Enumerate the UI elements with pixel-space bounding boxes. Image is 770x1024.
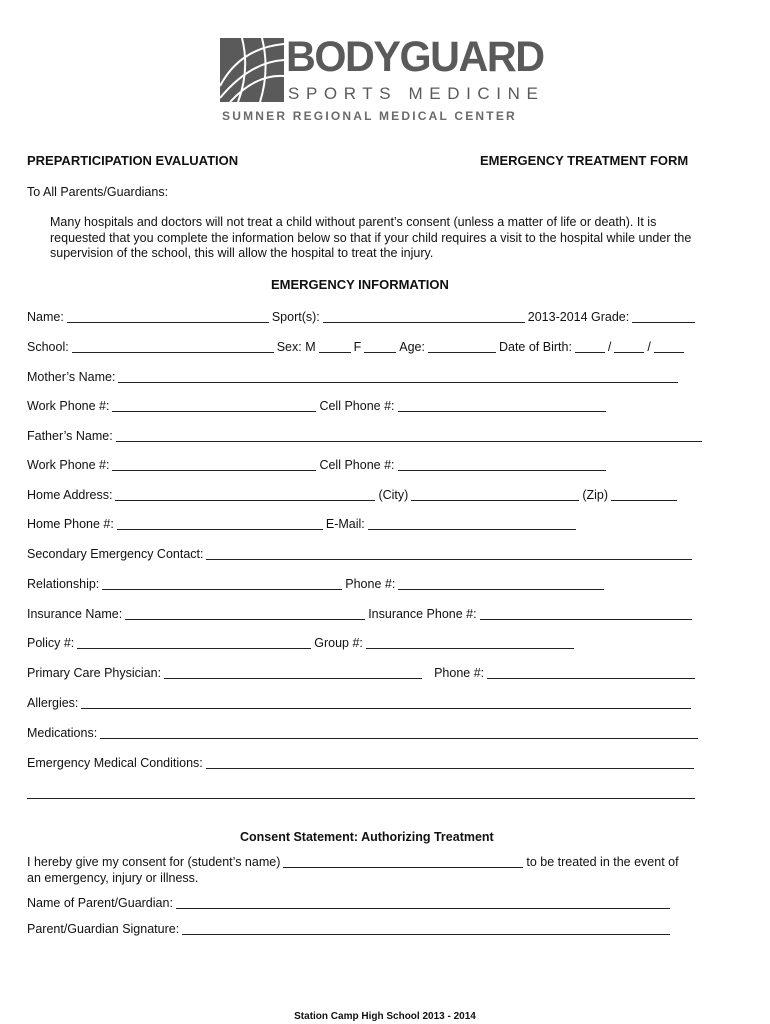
sports-input[interactable] — [323, 311, 525, 323]
row-home-phone — [27, 515, 579, 531]
row-parent-signature — [27, 922, 673, 936]
secondary-contact-input[interactable] — [206, 548, 692, 560]
conditions-continued-input[interactable] — [27, 787, 695, 799]
conditions-label: Emergency Medical Conditions: — [27, 756, 203, 770]
medications-label: Medications: — [27, 726, 98, 740]
row-address — [27, 486, 680, 502]
consent-text-end: to be treated in the event of — [526, 855, 679, 869]
insurance-name-input[interactable] — [125, 608, 365, 620]
sports-label: Sport(s): — [271, 310, 320, 324]
logo-emblem-icon — [220, 38, 284, 102]
email-input[interactable] — [368, 518, 576, 530]
row-allergies — [27, 694, 694, 710]
salutation: To All Parents/Guardians: — [27, 185, 169, 199]
sex-f-label: F — [353, 340, 362, 354]
father-name-input[interactable] — [116, 430, 702, 442]
intro-paragraph: Many hospitals and doctors will not treat a child without parent’s consent (unless a matter of life or death). It is requested that you complete the information below so that if your child requires a visit to the hospital while under the supervision of the school, this will allow the hospital to treat the injury. — [50, 215, 692, 260]
allergies-input[interactable] — [81, 697, 691, 709]
footer-text: Station Camp High School 2013 - 2014 — [294, 1011, 476, 1022]
row-policy — [27, 634, 577, 650]
mother-name-label: Mother’s Name: — [27, 370, 116, 384]
age-label: Age: — [399, 340, 425, 354]
primary-care-input[interactable] — [164, 667, 422, 679]
row-name — [27, 308, 698, 324]
phone-label: Phone #: — [345, 577, 396, 591]
row-conditions — [27, 754, 697, 770]
home-phone-input[interactable] — [117, 518, 323, 530]
work-phone-label: Work Phone #: — [27, 458, 110, 472]
logo-wordmark: BODYGUARD — [286, 33, 544, 81]
consent-line-1 — [27, 855, 679, 869]
parent-name-input[interactable] — [176, 897, 670, 909]
age-input[interactable] — [428, 341, 496, 353]
sex-m-input[interactable] — [319, 341, 351, 353]
parent-signature-input[interactable] — [182, 923, 670, 935]
group-input[interactable] — [366, 637, 574, 649]
school-input[interactable] — [72, 341, 274, 353]
physician-phone-label: Phone #: — [434, 666, 485, 680]
row-insurance — [27, 605, 695, 621]
row-conditions-continued — [27, 784, 698, 800]
dob-separator: / — [647, 340, 651, 354]
form-title-right: EMERGENCY TREATMENT FORM — [480, 153, 689, 168]
mother-name-input[interactable] — [118, 371, 678, 383]
dob-month-input[interactable] — [575, 341, 605, 353]
sex-f-input[interactable] — [364, 341, 396, 353]
consent-title: Consent Statement: Authorizing Treatment — [240, 830, 494, 844]
dob-label: Date of Birth: — [498, 340, 572, 354]
city-label: (City) — [378, 488, 409, 502]
row-mother — [27, 368, 681, 384]
grade-input[interactable] — [632, 311, 695, 323]
physician-phone-input[interactable] — [487, 667, 695, 679]
row-father — [27, 427, 705, 443]
policy-input[interactable] — [77, 637, 311, 649]
sex-m-label: Sex: M — [276, 340, 316, 354]
row-primary-care — [27, 664, 698, 680]
allergies-label: Allergies: — [27, 696, 79, 710]
zip-label: (Zip) — [582, 488, 609, 502]
logo-center-name: SUMNER REGIONAL MEDICAL CENTER — [222, 109, 517, 123]
section-title: EMERGENCY INFORMATION — [271, 277, 449, 292]
work-phone-label: Work Phone #: — [27, 399, 110, 413]
father-work-phone-input[interactable] — [112, 459, 316, 471]
insurance-phone-input[interactable] — [480, 608, 692, 620]
school-label: School: — [27, 340, 69, 354]
row-secondary-contact — [27, 545, 695, 561]
row-school — [27, 338, 687, 354]
relationship-label: Relationship: — [27, 577, 100, 591]
consent-line-2: an emergency, injury or illness. — [27, 871, 199, 885]
insurance-name-label: Insurance Name: — [27, 607, 123, 621]
father-cell-phone-input[interactable] — [398, 459, 606, 471]
relationship-input[interactable] — [102, 578, 342, 590]
row-parent-name — [27, 896, 673, 910]
row-father-phones — [27, 456, 609, 472]
zip-input[interactable] — [611, 489, 677, 501]
home-phone-label: Home Phone #: — [27, 517, 114, 531]
conditions-input[interactable] — [206, 757, 694, 769]
city-input[interactable] — [411, 489, 579, 501]
medications-input[interactable] — [100, 727, 698, 739]
parent-signature-label: Parent/Guardian Signature: — [27, 922, 180, 936]
parent-name-label: Name of Parent/Guardian: — [27, 896, 173, 910]
policy-label: Policy #: — [27, 636, 75, 650]
cell-phone-label: Cell Phone #: — [319, 458, 395, 472]
dob-day-input[interactable] — [614, 341, 644, 353]
name-input[interactable] — [67, 311, 269, 323]
grade-label: 2013-2014 Grade: — [527, 310, 630, 324]
group-label: Group #: — [314, 636, 363, 650]
dob-separator: / — [607, 340, 612, 354]
home-address-input[interactable] — [115, 489, 375, 501]
secondary-phone-input[interactable] — [398, 578, 604, 590]
mother-cell-phone-input[interactable] — [398, 400, 606, 412]
secondary-contact-label: Secondary Emergency Contact: — [27, 547, 204, 561]
row-relationship — [27, 575, 607, 591]
insurance-phone-label: Insurance Phone #: — [368, 607, 477, 621]
primary-care-label: Primary Care Physician: — [27, 666, 162, 680]
logo-subtitle: SPORTS MEDICINE — [288, 84, 545, 103]
bodyguard-logo — [220, 33, 545, 128]
row-medications — [27, 724, 701, 740]
email-label: E-Mail: — [325, 517, 365, 531]
home-address-label: Home Address: — [27, 488, 113, 502]
consent-text-start: I hereby give my consent for (student’s name) — [27, 855, 281, 869]
row-mother-phones — [27, 397, 609, 413]
name-label: Name: — [27, 310, 64, 324]
form-title-left: PREPARTICIPATION EVALUATION — [27, 153, 239, 168]
dob-year-input[interactable] — [654, 341, 684, 353]
cell-phone-label: Cell Phone #: — [319, 399, 395, 413]
father-name-label: Father’s Name: — [27, 429, 113, 443]
mother-work-phone-input[interactable] — [112, 400, 316, 412]
student-name-input[interactable] — [283, 856, 523, 868]
